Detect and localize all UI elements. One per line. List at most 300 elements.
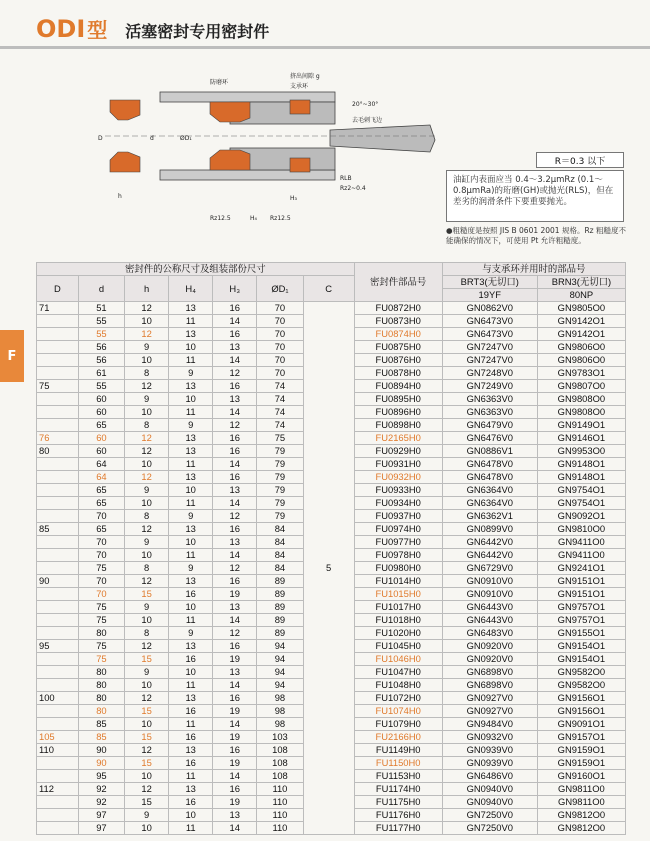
cell-d: 60 <box>78 445 124 458</box>
cell-brt3: GN6476V0 <box>442 432 537 445</box>
cell-brt3: GN7247V0 <box>442 341 537 354</box>
header-H3: H₃ <box>213 276 257 302</box>
cell-H4: 10 <box>169 666 213 679</box>
cell-brt3: GN0927V0 <box>442 692 537 705</box>
cell-d: 70 <box>78 575 124 588</box>
cell-h: 12 <box>125 640 169 653</box>
cell-H3: 16 <box>213 445 257 458</box>
cell-H3: 16 <box>213 783 257 796</box>
cell-D <box>37 341 79 354</box>
cell-part-no: FU0874H0 <box>354 328 442 341</box>
cell-part-no: FU1072H0 <box>354 692 442 705</box>
cell-h: 9 <box>125 666 169 679</box>
cell-H3: 13 <box>213 601 257 614</box>
cell-d: 65 <box>78 523 124 536</box>
cell-OD1: 74 <box>257 406 303 419</box>
header-parts-group: 与支承环并用时的部品号 <box>442 263 625 276</box>
cell-d: 65 <box>78 497 124 510</box>
cell-H4: 11 <box>169 614 213 627</box>
cell-part-no: FU1175H0 <box>354 796 442 809</box>
cell-part-no: FU0937H0 <box>354 510 442 523</box>
cell-part-no: FU0933H0 <box>354 484 442 497</box>
cell-h: 10 <box>125 822 169 835</box>
cell-H4: 9 <box>169 367 213 380</box>
cell-d: 97 <box>78 809 124 822</box>
cell-d: 65 <box>78 484 124 497</box>
cell-h: 12 <box>125 744 169 757</box>
cell-H3: 13 <box>213 536 257 549</box>
cell-brn3: GN9811O0 <box>537 783 625 796</box>
cell-brt3: GN7249V0 <box>442 380 537 393</box>
cell-brn3: GN9146O1 <box>537 432 625 445</box>
svg-text:h: h <box>118 193 122 200</box>
cell-H3: 16 <box>213 380 257 393</box>
cell-H4: 13 <box>169 523 213 536</box>
cell-H3: 19 <box>213 588 257 601</box>
cell-brn3: GN9811O0 <box>537 796 625 809</box>
cell-OD1: 98 <box>257 718 303 731</box>
cell-OD1: 94 <box>257 666 303 679</box>
cell-H4: 11 <box>169 679 213 692</box>
cell-d: 80 <box>78 679 124 692</box>
header-part-no: 密封件部品号 <box>354 263 442 302</box>
cell-part-no: FU0929H0 <box>354 445 442 458</box>
cell-part-no: FU0895H0 <box>354 393 442 406</box>
cell-D <box>37 354 79 367</box>
cell-h: 9 <box>125 809 169 822</box>
cell-H4: 10 <box>169 341 213 354</box>
cell-brt3: GN6486V0 <box>442 770 537 783</box>
cell-H4: 11 <box>169 315 213 328</box>
cell-brn3: GN9156O1 <box>537 692 625 705</box>
cell-H3: 14 <box>213 406 257 419</box>
cell-brt3: GN6443V0 <box>442 614 537 627</box>
cell-d: 80 <box>78 666 124 679</box>
table-row <box>37 302 626 315</box>
cell-h: 10 <box>125 315 169 328</box>
svg-text:Rz2~0.4: Rz2~0.4 <box>340 185 366 192</box>
cell-h: 8 <box>125 562 169 575</box>
cell-H3: 12 <box>213 562 257 575</box>
cell-brt3: GN7250V0 <box>442 822 537 835</box>
cell-brt3: GN6478V0 <box>442 471 537 484</box>
cell-d: 80 <box>78 627 124 640</box>
cell-brn3: GN9754O1 <box>537 497 625 510</box>
cell-h: 15 <box>125 731 169 744</box>
cell-H3: 14 <box>213 549 257 562</box>
svg-text:Rz12.5: Rz12.5 <box>270 215 291 222</box>
cell-part-no: FU0980H0 <box>354 562 442 575</box>
cell-brn3: GN9241O1 <box>537 562 625 575</box>
cell-H4: 11 <box>169 497 213 510</box>
header-brn3-grade: 80NP <box>537 289 625 302</box>
cell-OD1: 79 <box>257 510 303 523</box>
cell-d: 60 <box>78 393 124 406</box>
cell-h: 9 <box>125 393 169 406</box>
cell-part-no: FU1015H0 <box>354 588 442 601</box>
cell-h: 9 <box>125 601 169 614</box>
cell-D <box>37 419 79 432</box>
cell-brn3: GN9142O1 <box>537 315 625 328</box>
cell-part-no: FU1153H0 <box>354 770 442 783</box>
cell-h: 8 <box>125 367 169 380</box>
cell-D <box>37 770 79 783</box>
cell-H3: 16 <box>213 471 257 484</box>
cell-brt3: GN0910V0 <box>442 588 537 601</box>
cell-OD1: 98 <box>257 705 303 718</box>
cell-OD1: 70 <box>257 341 303 354</box>
cell-part-no: FU0876H0 <box>354 354 442 367</box>
roughness-remark: ●粗糙度是按照 JIS B 0601 2001 规格。Rz 粗糙度不能确保的情况下，可使用 Pt 允许粗糙度。 <box>446 226 626 245</box>
cell-H4: 13 <box>169 302 213 315</box>
cell-h: 8 <box>125 627 169 640</box>
cell-d: 92 <box>78 796 124 809</box>
cell-brn3: GN9808O0 <box>537 393 625 406</box>
cell-H4: 16 <box>169 757 213 770</box>
cell-d: 90 <box>78 744 124 757</box>
cell-OD1: 70 <box>257 328 303 341</box>
cell-d: 61 <box>78 367 124 380</box>
cell-OD1: 94 <box>257 640 303 653</box>
cell-d: 65 <box>78 419 124 432</box>
svg-text:D: D <box>98 135 103 142</box>
cell-H3: 16 <box>213 575 257 588</box>
cell-d: 56 <box>78 354 124 367</box>
cell-brn3: GN9808O0 <box>537 406 625 419</box>
svg-text:防磨环: 防磨环 <box>210 79 229 86</box>
cell-brt3: GN6473V0 <box>442 328 537 341</box>
cell-H4: 11 <box>169 770 213 783</box>
cell-H4: 16 <box>169 705 213 718</box>
cell-brt3: GN6898V0 <box>442 666 537 679</box>
cell-H3: 12 <box>213 419 257 432</box>
cell-part-no: FU1177H0 <box>354 822 442 835</box>
cell-D: 95 <box>37 640 79 653</box>
cell-d: 85 <box>78 731 124 744</box>
cell-brt3: GN6898V0 <box>442 679 537 692</box>
svg-text:Rz12.5: Rz12.5 <box>210 215 231 222</box>
cell-brt3: GN0939V0 <box>442 757 537 770</box>
cell-h: 8 <box>125 419 169 432</box>
cell-d: 60 <box>78 406 124 419</box>
cell-d: 70 <box>78 588 124 601</box>
cell-h: 10 <box>125 406 169 419</box>
cell-H4: 13 <box>169 640 213 653</box>
cell-OD1: 84 <box>257 536 303 549</box>
cell-H4: 11 <box>169 549 213 562</box>
svg-text:20°~30°: 20°~30° <box>352 101 379 108</box>
cell-brt3: GN6479V0 <box>442 419 537 432</box>
page-title <box>36 14 269 43</box>
cell-brt3: GN6478V0 <box>442 458 537 471</box>
cell-brn3: GN9810O0 <box>537 523 625 536</box>
cell-brn3: GN9411O0 <box>537 536 625 549</box>
cell-brn3: GN9757O1 <box>537 614 625 627</box>
cell-part-no: FU1046H0 <box>354 653 442 666</box>
cell-h: 10 <box>125 497 169 510</box>
cell-D: 90 <box>37 575 79 588</box>
cell-brt3: GN6364V0 <box>442 497 537 510</box>
cell-brt3: GN0886V1 <box>442 445 537 458</box>
cell-D <box>37 679 79 692</box>
cell-H4: 13 <box>169 432 213 445</box>
cell-part-no: FU0932H0 <box>354 471 442 484</box>
cell-D: 80 <box>37 445 79 458</box>
cell-H4: 16 <box>169 731 213 744</box>
cell-part-no: FU1048H0 <box>354 679 442 692</box>
cell-h: 12 <box>125 471 169 484</box>
cell-brt3: GN0932V0 <box>442 731 537 744</box>
cell-brt3: GN6443V0 <box>442 601 537 614</box>
cell-brn3: GN9754O1 <box>537 484 625 497</box>
cell-part-no: FU0872H0 <box>354 302 442 315</box>
cell-H3: 16 <box>213 432 257 445</box>
cell-brt3: GN9484V0 <box>442 718 537 731</box>
cell-brn3: GN9142O1 <box>537 328 625 341</box>
cell-D <box>37 809 79 822</box>
cell-D <box>37 796 79 809</box>
cell-H4: 10 <box>169 536 213 549</box>
cell-OD1: 94 <box>257 653 303 666</box>
cell-OD1: 79 <box>257 445 303 458</box>
cell-C: 5 <box>303 302 354 835</box>
cell-D: 71 <box>37 302 79 315</box>
r-value-note: R＝0.3 以下 <box>536 152 624 168</box>
cell-OD1: 89 <box>257 627 303 640</box>
cell-H3: 19 <box>213 653 257 666</box>
cell-part-no: FU1174H0 <box>354 783 442 796</box>
cell-part-no: FU1017H0 <box>354 601 442 614</box>
cell-h: 10 <box>125 770 169 783</box>
cell-OD1: 110 <box>257 822 303 835</box>
cell-h: 15 <box>125 796 169 809</box>
cell-D <box>37 705 79 718</box>
cell-part-no: FU0873H0 <box>354 315 442 328</box>
cell-OD1: 103 <box>257 731 303 744</box>
cell-OD1: 75 <box>257 432 303 445</box>
cell-brn3: GN9812O0 <box>537 822 625 835</box>
cell-d: 51 <box>78 302 124 315</box>
cell-OD1: 89 <box>257 575 303 588</box>
cell-d: 60 <box>78 432 124 445</box>
cell-H3: 14 <box>213 718 257 731</box>
cell-part-no: FU1047H0 <box>354 666 442 679</box>
cell-brt3: GN6364V0 <box>442 484 537 497</box>
header-dims-group: 密封件的公称尺寸及组装部份尺寸 <box>37 263 355 276</box>
cell-D <box>37 328 79 341</box>
cell-part-no: FU1045H0 <box>354 640 442 653</box>
header-brn3: BRN3(无切口) <box>537 276 625 289</box>
cell-d: 70 <box>78 549 124 562</box>
cell-part-no: FU1018H0 <box>354 614 442 627</box>
cell-H3: 14 <box>213 315 257 328</box>
header-C: C <box>303 276 354 302</box>
cell-H3: 14 <box>213 614 257 627</box>
cell-d: 97 <box>78 822 124 835</box>
cell-D <box>37 393 79 406</box>
cell-part-no: FU1149H0 <box>354 744 442 757</box>
cell-D <box>37 484 79 497</box>
cell-h: 15 <box>125 705 169 718</box>
cell-h: 12 <box>125 380 169 393</box>
cell-h: 9 <box>125 484 169 497</box>
cell-OD1: 70 <box>257 354 303 367</box>
cell-H3: 12 <box>213 367 257 380</box>
cell-h: 12 <box>125 783 169 796</box>
cell-H4: 10 <box>169 809 213 822</box>
cell-d: 80 <box>78 705 124 718</box>
cell-H4: 10 <box>169 601 213 614</box>
spec-table-body <box>37 302 626 835</box>
cell-OD1: 94 <box>257 679 303 692</box>
cell-OD1: 84 <box>257 549 303 562</box>
cell-H4: 9 <box>169 419 213 432</box>
cell-OD1: 108 <box>257 744 303 757</box>
header-OD1: ØD₁ <box>257 276 303 302</box>
cell-H4: 9 <box>169 627 213 640</box>
cell-OD1: 98 <box>257 692 303 705</box>
cell-H4: 10 <box>169 484 213 497</box>
cell-part-no: FU0894H0 <box>354 380 442 393</box>
cell-h: 12 <box>125 328 169 341</box>
cell-H3: 13 <box>213 484 257 497</box>
cell-OD1: 110 <box>257 796 303 809</box>
cell-d: 80 <box>78 692 124 705</box>
cell-H3: 13 <box>213 809 257 822</box>
cell-H4: 13 <box>169 471 213 484</box>
cell-h: 12 <box>125 523 169 536</box>
cell-D: 110 <box>37 744 79 757</box>
cell-D <box>37 497 79 510</box>
svg-text:H₄: H₄ <box>250 215 257 222</box>
cell-OD1: 84 <box>257 562 303 575</box>
cell-brn3: GN9953O0 <box>537 445 625 458</box>
title-divider <box>0 46 650 49</box>
cell-brt3: GN6483V0 <box>442 627 537 640</box>
cell-D <box>37 718 79 731</box>
cell-brt3: GN0862V0 <box>442 302 537 315</box>
cell-part-no: FU1020H0 <box>354 627 442 640</box>
cell-brt3: GN6473V0 <box>442 315 537 328</box>
model-suffix: 型 <box>87 18 108 42</box>
cell-h: 15 <box>125 653 169 666</box>
cell-brt3: GN0927V0 <box>442 705 537 718</box>
cell-H4: 11 <box>169 718 213 731</box>
cell-H3: 19 <box>213 705 257 718</box>
cell-H3: 19 <box>213 731 257 744</box>
cell-OD1: 110 <box>257 783 303 796</box>
cell-brt3: GN6442V0 <box>442 549 537 562</box>
installation-diagram <box>90 70 440 245</box>
cell-brt3: GN0920V0 <box>442 640 537 653</box>
cell-brn3: GN9149O1 <box>537 419 625 432</box>
cell-brn3: GN9806O0 <box>537 341 625 354</box>
cell-d: 55 <box>78 328 124 341</box>
cell-D: 112 <box>37 783 79 796</box>
cell-OD1: 108 <box>257 757 303 770</box>
cell-h: 10 <box>125 679 169 692</box>
cell-brn3: GN9582O0 <box>537 666 625 679</box>
cell-d: 55 <box>78 315 124 328</box>
cell-OD1: 70 <box>257 315 303 328</box>
cell-H4: 16 <box>169 653 213 666</box>
cell-brt3: GN6362V1 <box>442 510 537 523</box>
cell-h: 12 <box>125 302 169 315</box>
svg-text:RLB: RLB <box>340 175 352 182</box>
cell-brn3: GN9092O1 <box>537 510 625 523</box>
cell-OD1: 89 <box>257 601 303 614</box>
svg-text:H₃: H₃ <box>290 195 297 202</box>
cell-h: 12 <box>125 432 169 445</box>
cell-part-no: FU0974H0 <box>354 523 442 536</box>
cell-d: 75 <box>78 653 124 666</box>
cell-D <box>37 757 79 770</box>
cell-h: 9 <box>125 341 169 354</box>
cell-part-no: FU0878H0 <box>354 367 442 380</box>
cell-h: 9 <box>125 536 169 549</box>
cell-brt3: GN7247V0 <box>442 354 537 367</box>
cell-OD1: 79 <box>257 497 303 510</box>
cell-D: 76 <box>37 432 79 445</box>
cell-brt3: GN0940V0 <box>442 783 537 796</box>
cell-H4: 9 <box>169 562 213 575</box>
cell-D: 105 <box>37 731 79 744</box>
cell-H3: 16 <box>213 744 257 757</box>
cell-d: 56 <box>78 341 124 354</box>
cell-D <box>37 614 79 627</box>
cell-H3: 13 <box>213 666 257 679</box>
cell-h: 10 <box>125 549 169 562</box>
cell-brn3: GN9806O0 <box>537 354 625 367</box>
cell-H4: 11 <box>169 822 213 835</box>
cell-d: 64 <box>78 458 124 471</box>
cell-H4: 16 <box>169 588 213 601</box>
cell-D <box>37 510 79 523</box>
svg-text:支承环: 支承环 <box>290 83 309 90</box>
cell-d: 75 <box>78 614 124 627</box>
cell-d: 92 <box>78 783 124 796</box>
section-tab: F <box>0 330 24 382</box>
cell-brn3: GN9757O1 <box>537 601 625 614</box>
cell-H3: 13 <box>213 393 257 406</box>
cell-H3: 16 <box>213 692 257 705</box>
cell-brn3: GN9159O1 <box>537 757 625 770</box>
cell-h: 10 <box>125 614 169 627</box>
cell-brt3: GN0940V0 <box>442 796 537 809</box>
cell-D <box>37 627 79 640</box>
cell-H4: 13 <box>169 783 213 796</box>
cell-OD1: 74 <box>257 419 303 432</box>
cell-brn3: GN9154O1 <box>537 653 625 666</box>
cell-H3: 14 <box>213 458 257 471</box>
cell-OD1: 79 <box>257 484 303 497</box>
cell-part-no: FU0934H0 <box>354 497 442 510</box>
cell-brn3: GN9151O1 <box>537 575 625 588</box>
cell-brn3: GN9411O0 <box>537 549 625 562</box>
cell-H4: 13 <box>169 445 213 458</box>
cell-part-no: FU0978H0 <box>354 549 442 562</box>
cell-H4: 11 <box>169 354 213 367</box>
cell-H4: 11 <box>169 458 213 471</box>
cell-H3: 13 <box>213 341 257 354</box>
svg-text:去毛刺飞边: 去毛刺飞边 <box>352 117 383 124</box>
cell-D <box>37 406 79 419</box>
cell-H3: 14 <box>213 822 257 835</box>
cell-brt3: GN7250V0 <box>442 809 537 822</box>
cell-H3: 16 <box>213 640 257 653</box>
cell-OD1: 79 <box>257 458 303 471</box>
cell-D: 100 <box>37 692 79 705</box>
